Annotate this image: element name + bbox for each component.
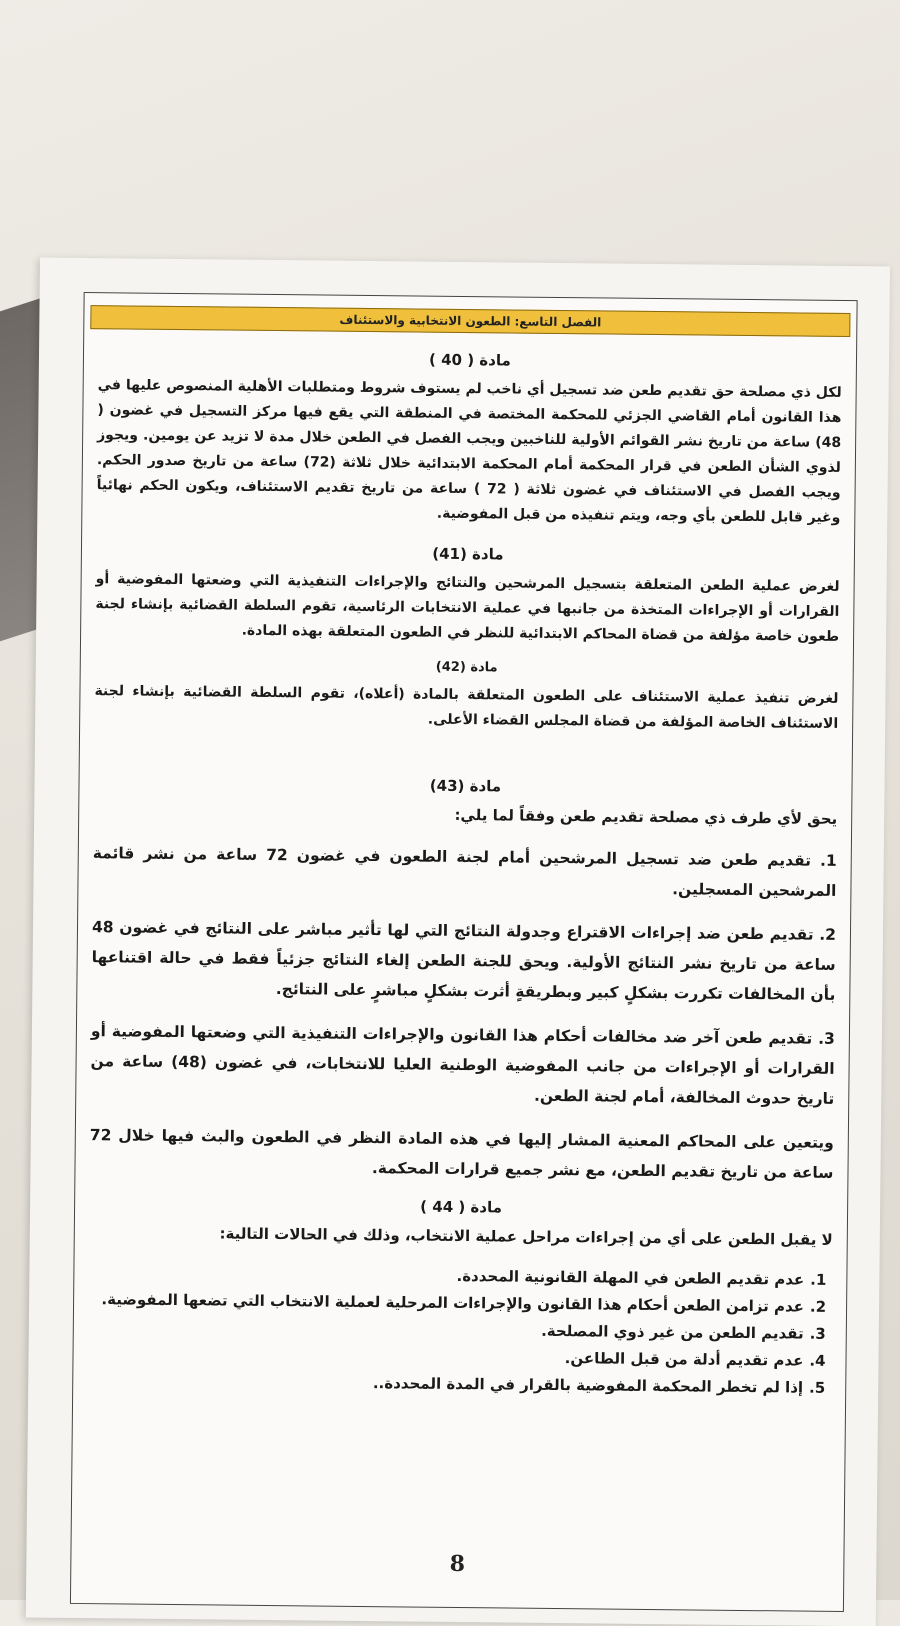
page-number: 8 <box>449 1550 466 1578</box>
list-item-number: 1. <box>810 1270 827 1289</box>
article-43-item-1: 1. تقديم طعن ضد تسجيل المرشحين أمام لجنة الطعون في غضون 72 ساعة من نشر قائمة المرشحين المسجلين. <box>92 844 837 900</box>
list-item-number: 4. <box>809 1351 826 1370</box>
list-item-text: عدم تقديم الطعن في المهلة القانونية المحددة. <box>456 1266 805 1289</box>
list-item-text: تقديم الطعن من غير ذوي المصلحة. <box>541 1321 804 1343</box>
list-item-text: إذا لم تخطر المحكمة المفوضية بالقرار في المدة المحددة.. <box>372 1374 804 1397</box>
list-item-text: عدم تزامن الطعن أحكام هذا القانون والإجراءات المرحلية لعملية الانتخاب التي تضعها المفوضية. <box>101 1290 805 1316</box>
article-41-title: مادة (41) <box>432 544 504 564</box>
page-content <box>87 337 842 1402</box>
list-item-number: 2. <box>809 1297 827 1316</box>
list-item-text: عدم تقديم أدلة من قبل الطاعن. <box>564 1349 804 1370</box>
article-40-text: لكل ذي مصلحة حق تقديم طعن ضد تسجيل أي ناخب لم يستوف شروط ومتطلبات الأهلية المنصوص عليها في هذا القانون أمام القاضي الجزئي للمحكمة المختصة في المنطقة التي يقع فيها مركز التسجيل في غضون ( 48) ساعة من تاريخ نشر القوائم الأولية للناخبين ويجب الفصل في الطعن خلال مدة لا تزيد عن يومين. ويجوز لذوي الشأن الطعن في قرار المحكمة أمام المحكمة الابتدائية خلال ثلاثة (72) ساعة من تاريخ صدور الحكم. ويجب الفصل في الاستئناف في غضون ثلاثة ( 72 ) ساعة من تاريخ تقديم الاستئناف، ويكون الحكم نهائياً وغير قابل للطعن بأي وجه، ويتم تنفيذه من قبل المفوضية. <box>96 377 842 526</box>
list-item-number: 5. <box>808 1378 826 1397</box>
article-43-item-2: 2. تقديم طعن ضد إجراءات الاقتراع وجدولة النتائج التي لها تأثير مباشر على النتائج في غضون 48 ساعة من تاريخ نشر النتائج الأولية. ويحق للجنة الطعن إلغاء النتائج جزئياً فقط في حالة اقتناعها بأن المخالفات تكررت بشكلٍ كبير وبطريقةٍ أثرت بشكلٍ مباشرٍ على النتائج. <box>91 918 837 1004</box>
article-43-title: مادة (43) <box>429 776 502 796</box>
chapter-title: الفصل التاسع: الطعون الانتخابية والاستئناف <box>90 305 850 337</box>
article-43-closing: ويتعين على المحاكم المعنية المشار إليها في هذه المادة النظر في الطعون والبث فيها خلال 72 ساعة من تاريخ تقديم الطعن، مع نشر جميع قرارات المحكمة. <box>89 1126 834 1182</box>
article-43-item-3: 3. تقديم طعن آخر ضد مخالفات أحكام هذا القانون والإجراءات التنفيذية التي وضعتها المفوضية أو القرارات أو الإجراءات من جانب المفوضية الوطنية العليا للانتخابات، في غضون (48) ساعة من تاريخ حدوث المخالفة، أمام لجنة الطعن. <box>90 1022 835 1108</box>
article-42-text: لغرض تنفيذ عملية الاستئناف على الطعون المتعلقة بالمادة (أعلاه)، تقوم السلطة القضائية بإنشاء لجنة الاستئناف الخاصة المؤلفة من قضاة المجلس القضاء الأعلى. <box>94 683 839 732</box>
article-41-text: لغرض عملية الطعن المتعلقة بتسجيل المرشحين والنتائج والإجراءات التنفيذية التي وضعتها المفوضية أو القرارات أو الإجراءات المتخذة من جانبها في عملية الانتخابات الرئاسية، تقوم السلطة القضائية بإنشاء لجنة طعون خاصة مؤلفة من قضاة المحاكم الابتدائية للنظر في الطعون المتعلقة بهذه المادة. <box>95 571 840 645</box>
article-44-intro: لا يقبل الطعن على أي من إجراءات مراحل عملية الانتخاب، وذلك في الحالات التالية: <box>219 1224 833 1249</box>
article-42-title: مادة (42) <box>435 659 498 676</box>
article-40-title: مادة ( 40 ) <box>429 350 511 370</box>
document-page <box>26 258 890 1626</box>
list-item-number: 3. <box>809 1324 826 1343</box>
article-43-intro: يحق لأي طرف ذي مصلحة تقديم طعن وفقاً لما يلي: <box>454 805 838 828</box>
article-44-title: مادة ( 44 ) <box>420 1197 503 1217</box>
article-44-list <box>87 1259 832 1402</box>
page-frame <box>70 292 858 1612</box>
